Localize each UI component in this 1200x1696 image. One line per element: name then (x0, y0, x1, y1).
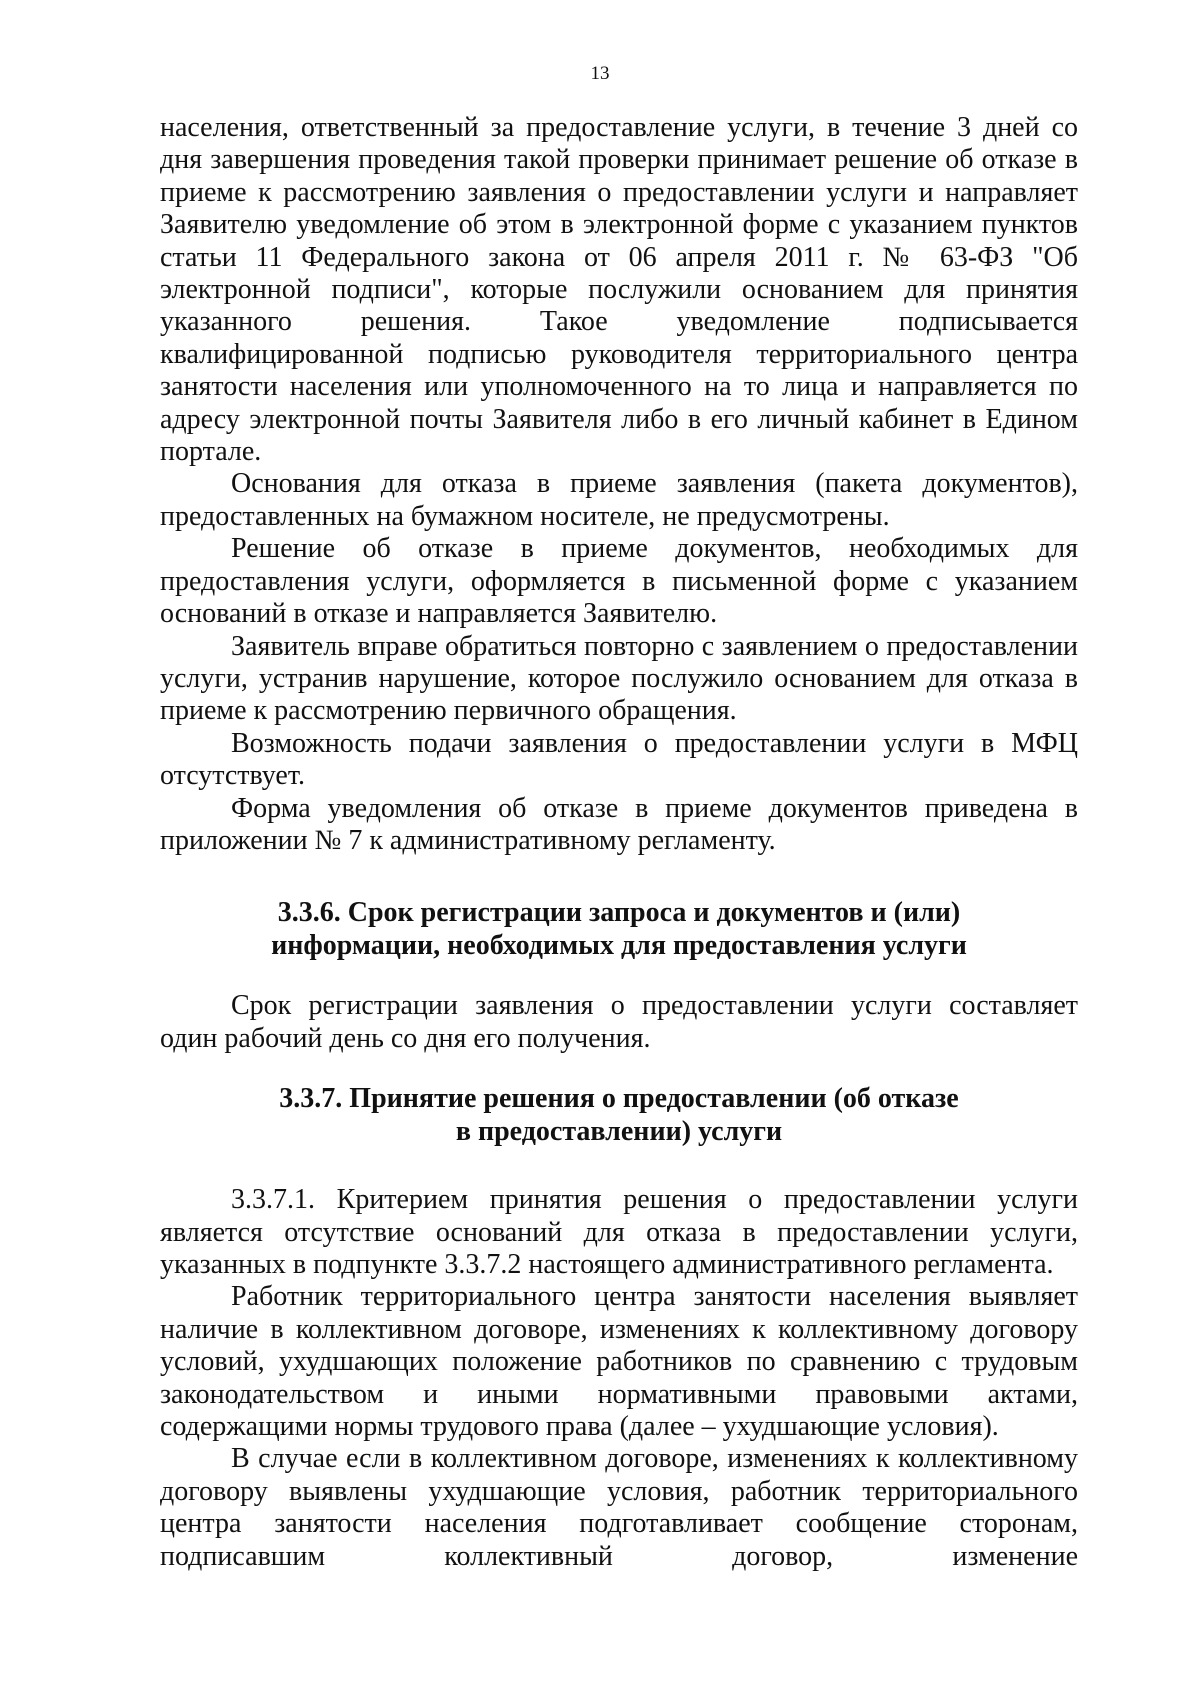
paragraph-worker-detects: Работник территориального центра занятости населения выявляет наличие в коллективном договоре, изменениях к коллективному договору условий, ухудшающих положение работников по сравнению с трудовым законодательством и иными нормативными правовыми актами, содержащими нормы трудового права (далее – ухудшающие условия). (160, 1281, 1078, 1442)
paragraph-mfc: Возможность подачи заявления о предоставлении услуги в МФЦ отсутствует. (160, 727, 1078, 792)
paragraph-continued: населения, ответственный за предоставление услуги, в течение 3 дней со дня завершения проведения такой проверки принимает решение об отказе в приеме к рассмотрению заявления о предоставлении услуги и направляет Заявителю уведомление об этом в электронной форме с указанием пунктов статьи 11 Федерального закона от 06 апреля 2011 г. № 63-ФЗ "Об электронной подписи", которые послужили основанием для принятия указанного решения. Такое уведомление подписывается квалифицированной подписью руководителя территориального центра занятости населения или уполномоченного на то лица и направляется по адресу электронной почты Заявителя либо в его личный кабинет в Едином портале. (160, 112, 1078, 468)
section-heading-3-3-6-line2: информации, необходимых для предоставления услуги (271, 930, 967, 962)
section-heading-3-3-6-line1: 3.3.6. Срок регистрации запроса и документов и (или) (277, 897, 961, 929)
section-heading-3-3-7-line2: в предоставлении) услуги (455, 1116, 783, 1148)
section-heading-3-3-6 (160, 896, 1078, 962)
paragraph-registration-term: Срок регистрации заявления о предоставлении услуги составляет один рабочий день со дня его получения. (160, 990, 1078, 1054)
paragraph-refusal-decision: Решение об отказе в приеме документов, необходимых для предоставления услуги, оформляется в письменной форме с указанием оснований в отказе и направляется Заявителю. (160, 533, 1078, 630)
page-number: 13 (590, 63, 610, 84)
section-heading-3-3-7-line1: 3.3.7. Принятие решения о предоставлении (об отказе (279, 1083, 959, 1115)
paragraph-worsening-conditions: В случае если в коллективном договоре, изменениях к коллективному договору выявлены ухудшающие условия, работник территориального центра занятости населения подготавливает сообщение сторонам, подписавшим коллективный договор, изменение (160, 1443, 1078, 1572)
paragraph-paper-grounds: Основания для отказа в приеме заявления (пакета документов), предоставленных на бумажном носителе, не предусмотрены. (160, 468, 1078, 532)
paragraph-notice-form: Форма уведомления об отказе в приеме документов приведена в приложении № 7 к административному регламенту. (160, 792, 1078, 856)
section-heading-3-3-7 (160, 1082, 1078, 1148)
paragraph-3-3-7-1: 3.3.7.1. Критерием принятия решения о предоставлении услуги является отсутствие оснований для отказа в предоставлении услуги, указанных в подпункте 3.3.7.2 настоящего административного регламента. (160, 1184, 1078, 1280)
paragraph-reapply: Заявитель вправе обратиться повторно с заявлением о предоставлении услуги, устранив нарушение, которое послужило основанием для отказа в приеме к рассмотрению первичного обращения. (160, 630, 1078, 727)
document-body (160, 112, 1078, 1573)
